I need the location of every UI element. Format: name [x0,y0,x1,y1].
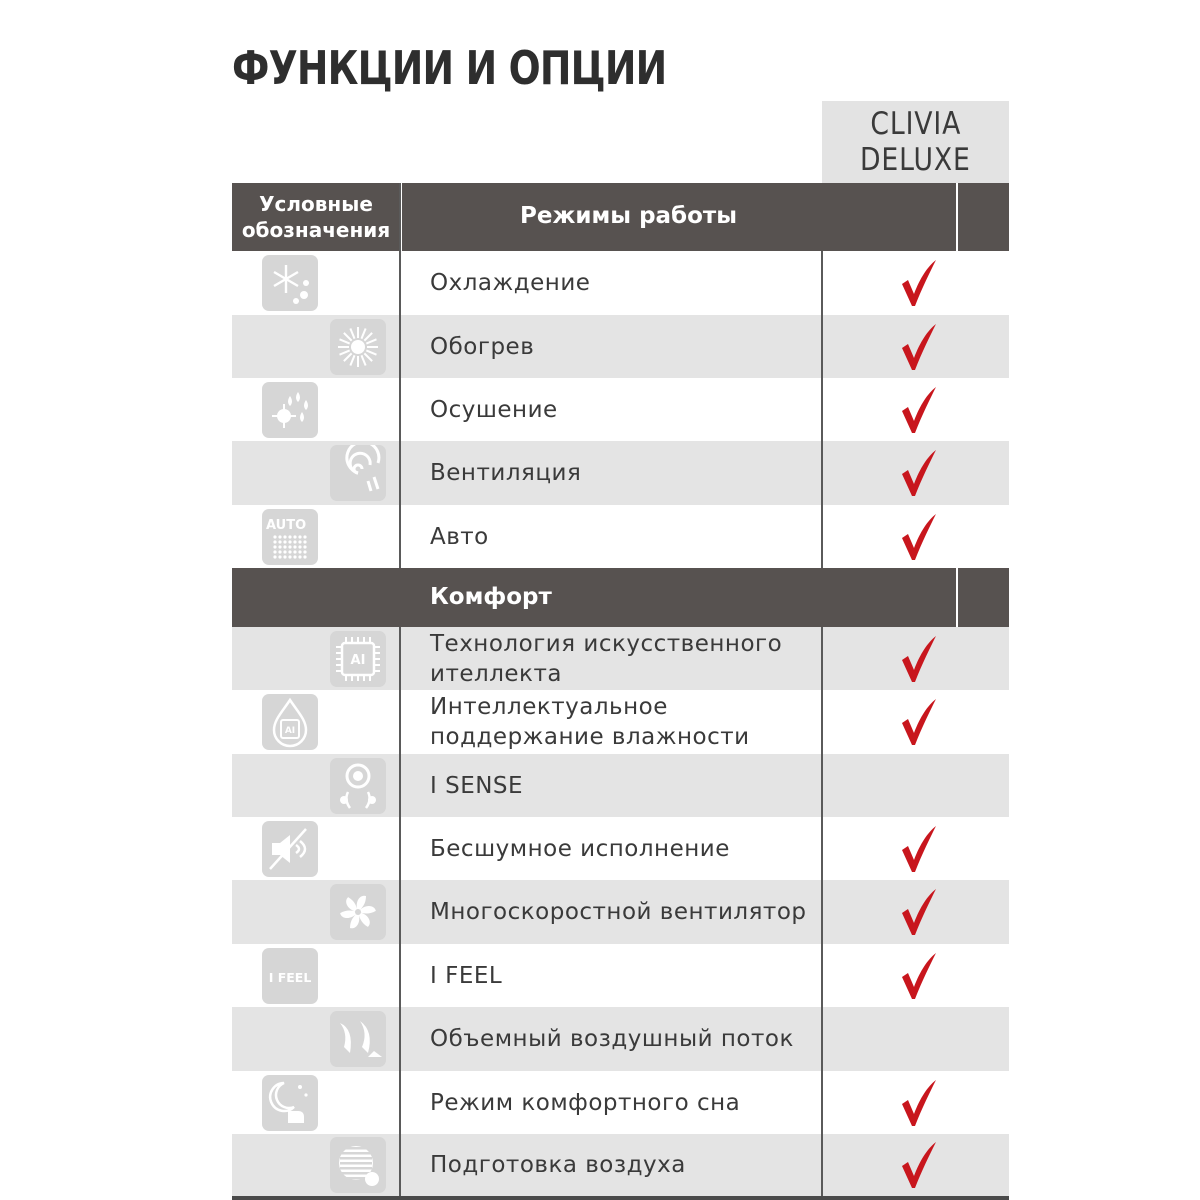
table-row [232,441,1009,505]
model-name-line2: DELUXE [860,142,971,178]
checkmark-icon [900,634,938,684]
checkmark-icon [900,1078,938,1128]
section-header-comfort [232,568,1009,627]
feature-label: I SENSE [430,773,524,799]
checkmark-icon [900,697,938,747]
table-row [232,505,1009,568]
section-title-comfort: Комфорт [430,584,552,610]
sun-icon [330,319,386,375]
checkmark-icon [900,1140,938,1190]
feature-label: Подготовка воздуха [430,1152,686,1178]
air-prep-icon [330,1137,386,1193]
checkmark-icon [900,951,938,1001]
feature-label: Объемный воздушный поток [430,1026,794,1052]
feature-label: Вентиляция [430,460,582,486]
section-title-modes: Режимы работы [520,203,738,229]
header-divider [956,568,958,627]
airflow-icon [330,1011,386,1067]
table-row [232,690,1009,754]
mute-icon [262,821,318,877]
table-row [232,251,1009,315]
table-row [232,315,1009,378]
feature-label: Обогрев [430,334,535,360]
droplets-icon [262,382,318,438]
legend-header-line2: обозначения [241,218,391,242]
feature-label: I FEEL [430,963,503,989]
feature-label: Интеллектуальное поддержание влажности [430,694,750,750]
table-row [232,627,1009,690]
table-row [232,944,1009,1007]
ai-chip-icon [330,631,386,687]
svg-text:AI: AI [284,726,296,736]
checkmark-icon [900,824,938,874]
feature-label: Охлаждение [430,270,591,296]
table-row [232,1071,1009,1134]
page-title: ФУНКЦИИ И ОПЦИИ [232,41,667,95]
table-row [232,1134,1009,1196]
swirl-icon [330,445,386,501]
checkmark-icon [900,385,938,435]
feature-label: Многоскоростной вентилятор [430,899,807,925]
table-row [232,754,1009,817]
auto-icon [262,509,318,565]
table-row [232,1007,1009,1071]
column-divider [399,183,401,568]
model-name-line1: CLIVIA [870,106,961,142]
legend-header [232,191,400,243]
checkmark-icon [900,322,938,372]
checkmark-icon [900,512,938,562]
table-bottom-border [232,1196,1009,1200]
svg-text:AI: AI [350,653,366,668]
feature-label: Бесшумное исполнение [430,836,730,862]
column-divider [821,627,823,1200]
feature-label: Технология искусственного ителлекта [430,631,783,687]
ifeel-icon [262,948,318,1004]
header-divider [956,183,958,251]
snowflake-icon [262,255,318,311]
feature-label: Режим комфортного сна [430,1090,741,1116]
checkmark-icon [900,887,938,937]
table-row [232,378,1009,441]
checkmark-icon [900,258,938,308]
checkmark-icon [900,448,938,498]
humidity-ai-icon [262,694,318,750]
section-header-modes [232,183,1009,251]
svg-text:AUTO: AUTO [266,518,307,533]
legend-header-line1: Условные [259,192,373,216]
isense-icon [330,758,386,814]
fan-icon [330,884,386,940]
table-row [232,817,1009,880]
svg-text:I FEEL: I FEEL [268,970,312,985]
model-header [822,101,1009,183]
column-divider [399,627,401,1200]
sleep-icon [262,1075,318,1131]
feature-label: Осушение [430,397,558,423]
table-row [232,880,1009,944]
column-divider [821,251,823,568]
feature-label: Авто [430,524,489,550]
